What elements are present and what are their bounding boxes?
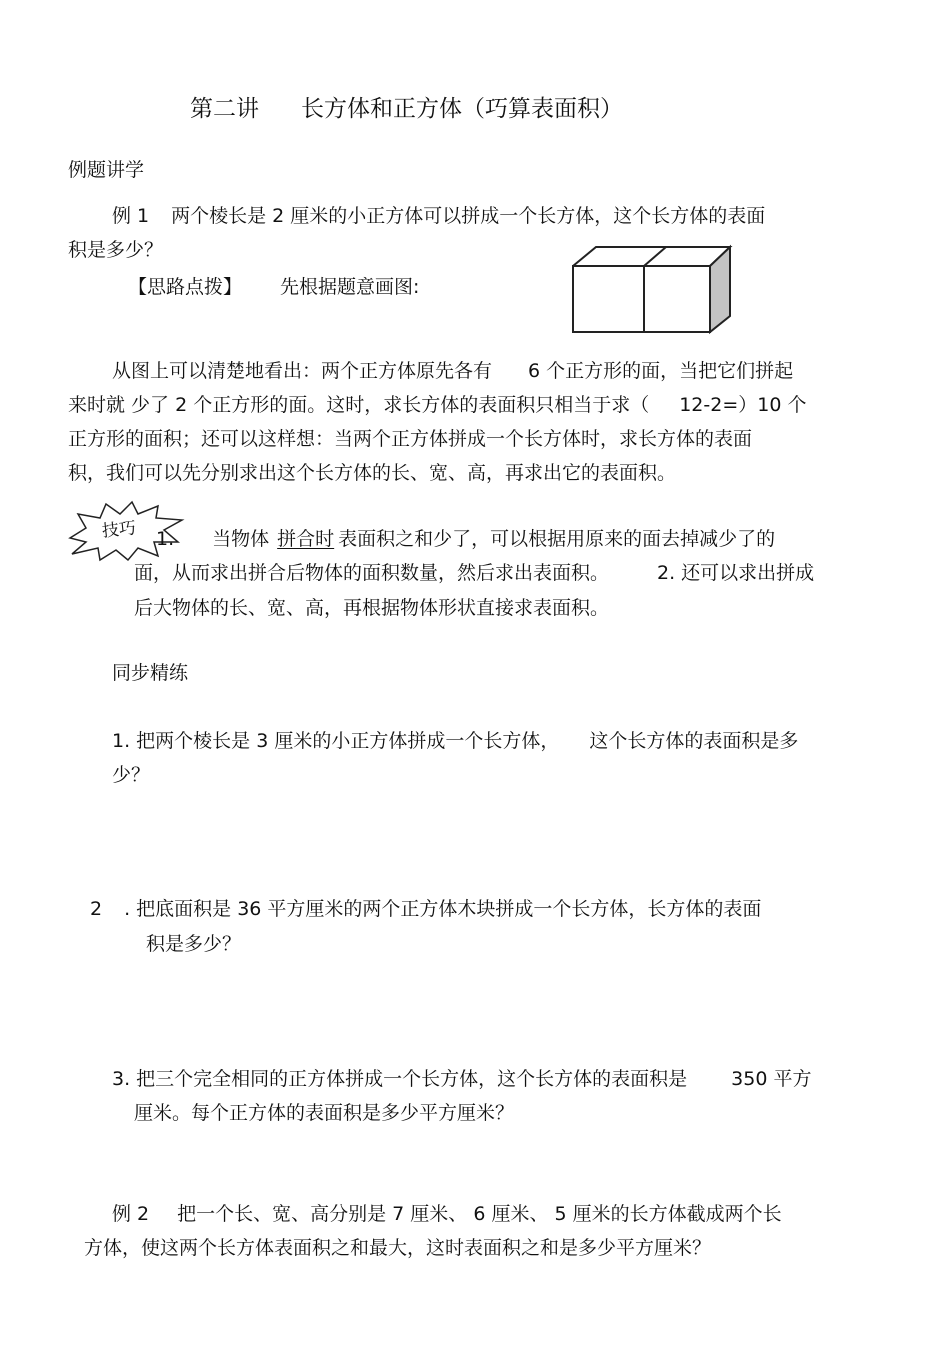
- example1-label: 例 1: [112, 205, 150, 227]
- hint-text: 先根据题意画图:: [280, 276, 420, 298]
- example2-line1: 例 2 把一个长、宽、高分别是 7 厘米、 6 厘米、 5 厘米的长方体截成两个长: [112, 1203, 782, 1225]
- practice-q3-line1: 3. 把三个完全相同的正方体拼成一个长方体，这个长方体的表面积是 350 平方: [112, 1068, 812, 1090]
- lecture-number: 第二讲: [190, 96, 259, 122]
- cube-right-front: [644, 266, 710, 332]
- practice-q2-line1: 2 . 把底面积是 36 平方厘米的两个正方体木块拼成一个长方体，长方体的表面: [90, 898, 762, 920]
- cuboid-top-face: [573, 247, 730, 266]
- explanation-line4: 积，我们可以先分别求出这个长方体的长、宽、高，再求出它的表面积。: [68, 462, 677, 484]
- section-heading-examples: 例题讲学: [68, 159, 145, 181]
- explanation-line1: 从图上可以清楚地看出：两个正方体原先各有 6 个正方形的面，当把它们拼起: [112, 360, 794, 382]
- practice-q1-line1: 1. 把两个棱长是 3 厘米的小正方体拼成一个长方体， 这个长方体的表面积是多: [112, 730, 799, 752]
- tip-line2: 面，从而求出拼合后物体的面积数量，然后求出表面积。 2. 还可以求出拼成: [134, 562, 815, 584]
- cuboid-side-face: [710, 247, 730, 332]
- example1-hint: [128, 278, 419, 297]
- practice-q2-line2: 积是多少？: [146, 933, 242, 955]
- practice-q1-line2: 少？: [112, 764, 151, 786]
- two-cubes-figure: [570, 244, 734, 336]
- tip-underlined-term: 拼合时: [277, 528, 335, 550]
- cube-divider-top-edge: [644, 247, 666, 266]
- section-heading-practice: 同步精练: [112, 662, 189, 684]
- hint-label: 【思路点拨】: [128, 276, 243, 298]
- tip-line1: 1. 当物体 拼合时 表面积之和少了，可以根据用原来的面去掉减少了的: [156, 528, 776, 550]
- example2-label: 例 2: [112, 1203, 150, 1225]
- page-title: [190, 98, 623, 121]
- practice-q3-line2: 厘米。每个正方体的表面积是多少平方厘米？: [134, 1102, 515, 1124]
- cube-left-front: [573, 266, 644, 332]
- example1-question-line2: 积是多少？: [68, 239, 164, 261]
- practice-q2-number: 2: [90, 898, 103, 920]
- example2-line2: 方体，使这两个长方体表面积之和最大，这时表面积之和是多少平方厘米？: [84, 1237, 712, 1259]
- tip-number: 1.: [156, 528, 175, 550]
- tip-line3: 后大物体的长、宽、高，再根据物体形状直接求表面积。: [134, 597, 610, 619]
- example1-question-line1: 例 1 两个棱长是 2 厘米的小正方体可以拼成一个长方体，这个长方体的表面: [112, 205, 766, 227]
- tip-badge-label: 技巧: [100, 518, 137, 542]
- explanation-line2: 来时就 少了 2 个正方形的面。这时，求长方体的表面积只相当于求（ 12-2=）10 个: [68, 394, 807, 416]
- lecture-topic: 长方体和正方体（巧算表面积）: [301, 96, 623, 122]
- explanation-line3: 正方形的面积；还可以这样想：当两个正方体拼成一个长方体时，求长方体的表面: [68, 428, 753, 450]
